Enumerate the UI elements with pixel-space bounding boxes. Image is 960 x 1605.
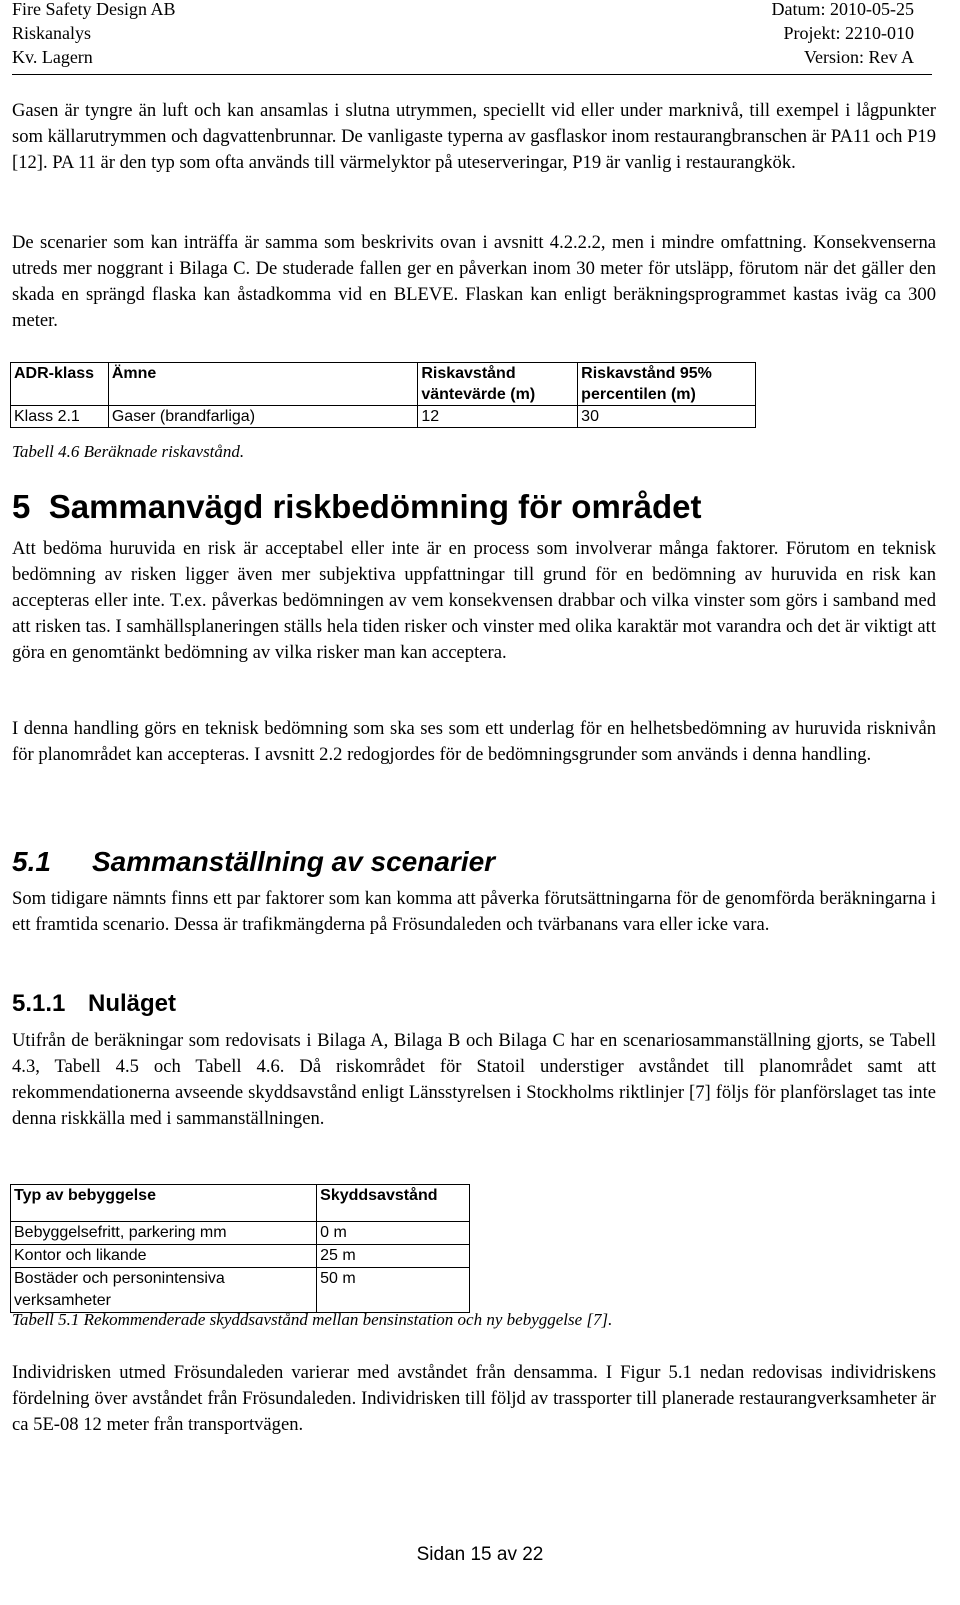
table-header-cell: Ämne <box>108 363 417 406</box>
table-header-cell: Riskavstånd 95% percentilen (m) <box>578 363 756 406</box>
paragraph-gas: Gasen är tyngre än luft och kan ansamlas i slutna utrymmen, speciellt vid eller under marknivå, till exempel i lågpunkter som källarutrymmen och dagvattenbrunnar. De vanligaste typerna av gasflaskor inom restaurangbranschen är PA11 och P19 [12]. PA 11 är den typ som ofta används till värmelyktor på uteserveringar, P19 är vanlig i restaurangkök. <box>12 100 936 173</box>
table-row <box>11 1222 470 1245</box>
risk-distance-table <box>10 362 756 428</box>
subsection-heading <box>12 846 495 878</box>
page-header <box>0 0 960 82</box>
table-header-row <box>11 1185 470 1222</box>
table-cell: 50 m <box>317 1268 470 1313</box>
section-heading <box>12 488 702 526</box>
table-cell: Bebyggelsefritt, parkering mm <box>11 1222 317 1245</box>
page-number: Sidan 15 av 22 <box>416 1544 544 1565</box>
section-title: Sammanvägd riskbedömning för området <box>48 488 702 525</box>
table-cell: Klass 2.1 <box>11 406 109 428</box>
paragraph-factors: Som tidigare nämnts finns ett par faktorer som kan komma att påverka förutsättningarna för de genomförda beräkningarna i ett framtida scenario. Dessa är trafikmängderna på Frösundaleden och tvärbanans vara eller icke vara. <box>12 888 936 935</box>
subsubsection-number: 5.1.1 <box>12 990 66 1017</box>
paragraph-scenarios: De scenarier som kan inträffa är samma som beskrivits ovan i avsnitt 4.2.2.2, men i mindre omfattning. Konsekvenserna utreds mer noggrant i Bilaga C. De studerade fallen ger en påverkan inom 30 meter för utsläpp, förutom när det gäller den skada en sprängd flaska kan åstadkomma vid en BLEVE. Flaskan kan enligt beräkningsprogrammet kastas iväg ca 300 meter. <box>12 232 936 331</box>
table-header-cell: Skyddsavstånd <box>317 1185 470 1222</box>
table-caption: Tabell 4.6 Beräknade riskavstånd. <box>12 442 245 461</box>
table-header-cell: Riskavstånd väntevärde (m) <box>418 363 578 406</box>
table-header-cell: ADR-klass <box>11 363 109 406</box>
header-company: Fire Safety Design AB <box>12 0 176 19</box>
header-site: Kv. Lagern <box>12 47 93 67</box>
table-cell: Kontor och likande <box>11 1245 317 1268</box>
section-number: 5 <box>12 488 31 525</box>
table-cell: 30 <box>578 406 756 428</box>
paragraph-technical: I denna handling görs en teknisk bedömning som ska ses som ett underlag för en helhetsbedömning av huruvida risknivån för planområdet kan accepteras. I avsnitt 2.2 redogjordes för de bedömningsgrunder som används i denna handling. <box>12 718 936 765</box>
paragraph-current: Utifrån de beräkningar som redovisats i Bilaga A, Bilaga B och Bilaga C har en scenariosammanställning gjorts, se Tabell 4.3, Tabell 4.5 och Tabell 4.6. Då riskområdet för Statoil understiger avståndet till planområdet samt att rekommendationerna avseende skyddsavstånd enligt Länsstyrelsen i Stockholms riktlinjer [7] följs för planförslaget tas inte denna riskkälla med i sammanställningen. <box>12 1030 936 1129</box>
table-row <box>11 1268 470 1313</box>
table-cell: Gaser (brandfarliga) <box>108 406 417 428</box>
subsubsection-title: Nuläget <box>88 990 177 1017</box>
subsection-number: 5.1 <box>12 846 51 877</box>
header-version: Version: Rev A <box>804 47 914 67</box>
subsubsection-heading <box>12 990 176 1018</box>
safety-distance-table <box>10 1184 470 1313</box>
header-divider <box>12 74 932 75</box>
table-header-row <box>11 363 756 406</box>
table-cell: 25 m <box>317 1245 470 1268</box>
subsection-title: Sammanställning av scenarier <box>92 846 496 877</box>
table-caption: Tabell 5.1 Rekommenderade skyddsavstånd mellan bensinstation och ny bebyggelse [7]. <box>12 1310 613 1329</box>
header-doc-type: Riskanalys <box>12 23 91 43</box>
table-header-cell: Typ av bebyggelse <box>11 1185 317 1222</box>
table-cell: 12 <box>418 406 578 428</box>
paragraph-individual-risk: Individrisken utmed Frösundaleden varierar med avståndet från densamma. I Figur 5.1 nedan redovisas individriskens fördelning över avståndet från Frösundaleden. Individrisken till följd av trassporter till planerade restaurangverksamheter är ca 5E-08 12 meter från transportvägen. <box>12 1362 936 1435</box>
table-cell: 0 m <box>317 1222 470 1245</box>
header-project: Projekt: 2210-010 <box>783 23 914 43</box>
paragraph-assessment: Att bedöma huruvida en risk är acceptabel eller inte är en process som involverar många faktorer. Förutom en teknisk bedömning av risken ligger även mer subjektiva uppfattningar till grund för en bedömning av huruvida en risk kan accepteras eller inte. T.ex. påverkas bedömningen av vem konsekvensen drabbar och vilka vinster som görs i samband med att risken tas. I samhällsplaneringen ställs hela tiden risker och vinster med olika karaktär mot varandra och det är viktigt att göra en genomtänkt bedömning av vilka risker man kan acceptera. <box>12 538 936 663</box>
table-row <box>11 406 756 428</box>
table-cell: Bostäder och personintensiva verksamheter <box>11 1268 317 1313</box>
table-row <box>11 1245 470 1268</box>
header-date: Datum: 2010-05-25 <box>771 0 914 19</box>
